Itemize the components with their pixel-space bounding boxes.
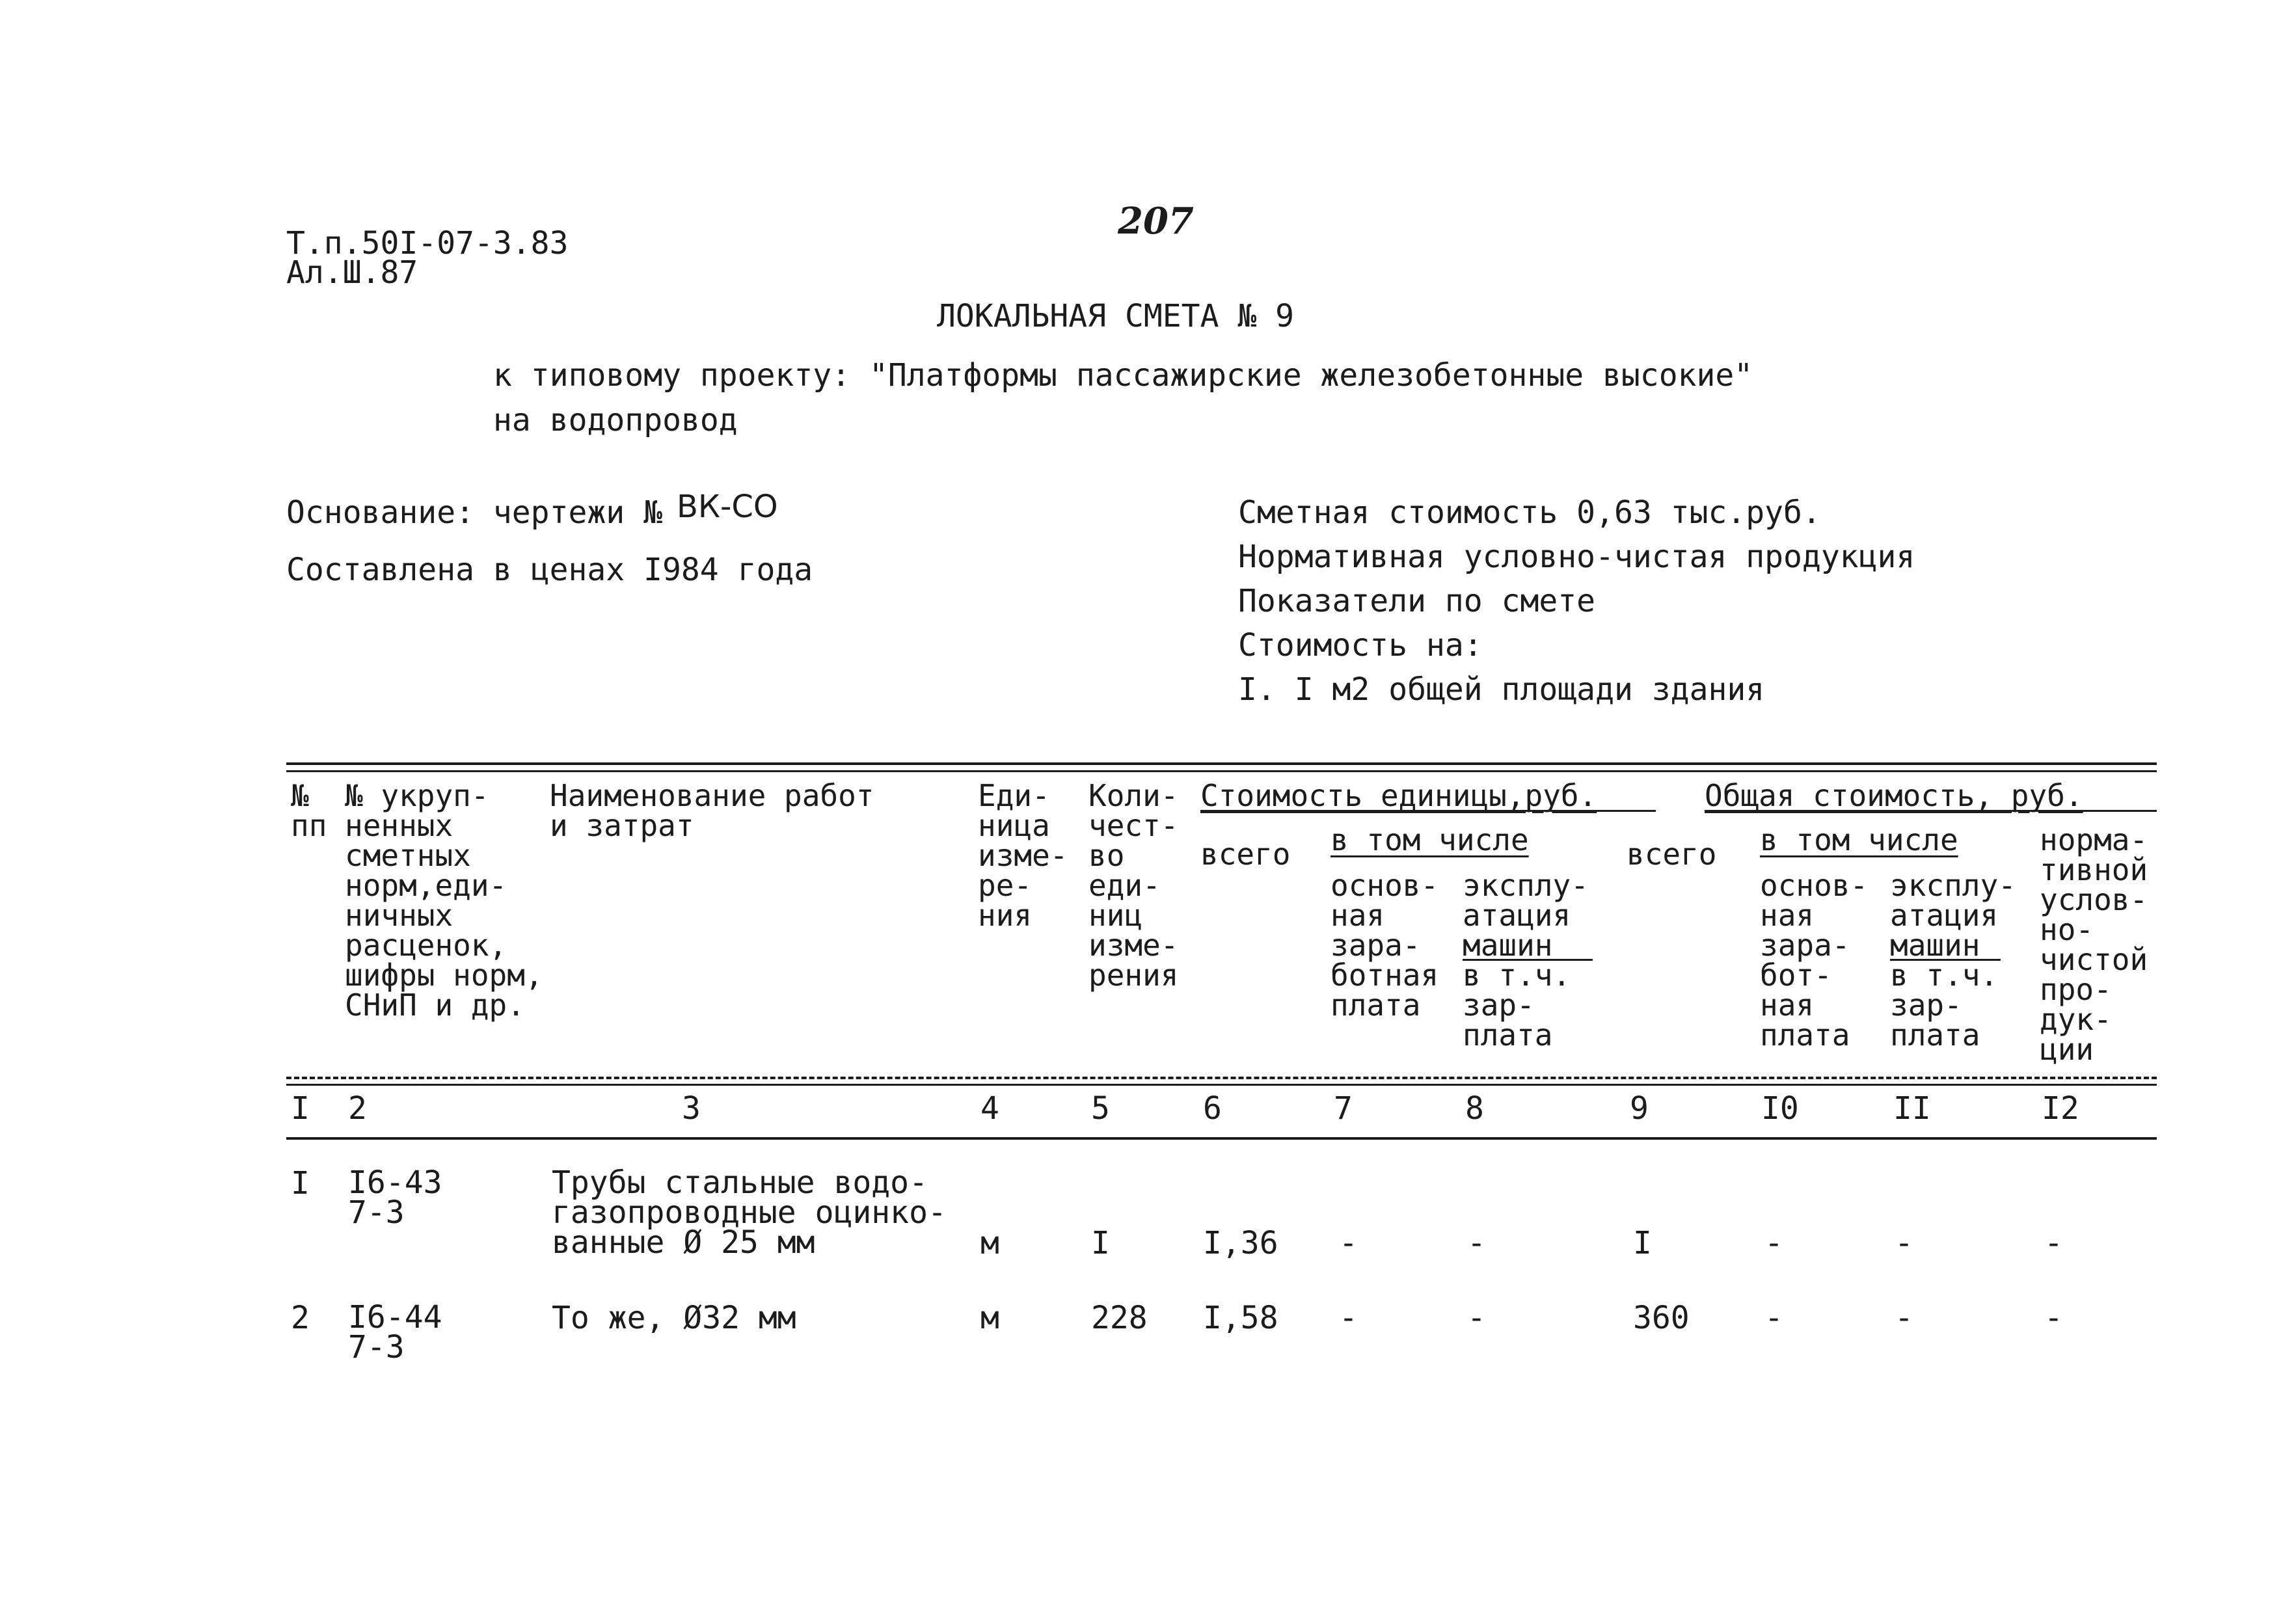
row-num: 2 — [291, 1300, 310, 1336]
cost-for-label: Стоимость на: — [1238, 627, 1483, 664]
row-code: I6-43 7-3 — [348, 1164, 442, 1231]
row-unit-total: I,58 — [1203, 1300, 1278, 1336]
header-col-num: № пп — [291, 778, 327, 843]
row-unit-salary: - — [1339, 1225, 1358, 1261]
project-line-2: на водопровод — [493, 402, 738, 438]
row-unit-machines: - — [1467, 1225, 1486, 1261]
row-total: 360 — [1633, 1300, 1690, 1336]
indicators-label: Показатели по смете — [1238, 583, 1596, 619]
row-normative: - — [2044, 1225, 2063, 1261]
header-normative: норма- тивной услов- но- чистой про- дук- ции — [2040, 822, 2148, 1067]
row-unit: м — [980, 1225, 999, 1261]
row-unit-total: I,36 — [1203, 1225, 1278, 1261]
column-number: 2 — [348, 1090, 367, 1127]
table-top-rule — [286, 762, 2157, 765]
header-unit-machines: эксплу- атация машин — [1463, 868, 1589, 963]
column-numbers-rule — [286, 1137, 2157, 1140]
row-total-salary: - — [1764, 1225, 1783, 1261]
row-num: I — [291, 1165, 310, 1202]
column-number: 4 — [980, 1090, 999, 1127]
basis-value: ВК-СО — [677, 489, 778, 525]
header-unit-machines-salary: в т.ч. зар- плата — [1463, 958, 1571, 1053]
row-qty: I — [1091, 1225, 1110, 1261]
row-unit-salary: - — [1339, 1300, 1358, 1336]
row-name: То же, Ø32 мм — [552, 1300, 796, 1336]
row-total: I — [1633, 1225, 1652, 1261]
header-total-cost-group: Общая стоимость, руб. — [1705, 778, 2083, 813]
column-number: 6 — [1203, 1090, 1222, 1127]
header-total-salary: основ- ная зара- бот- ная плата — [1760, 868, 1869, 1053]
row-name: Трубы стальные водо- газопроводные оцинко- ванные Ø 25 мм — [552, 1164, 947, 1261]
table-top-rule-2 — [286, 770, 2157, 772]
total-machines-underline — [1890, 959, 2001, 961]
column-number: 5 — [1091, 1090, 1110, 1127]
header-unit-salary: основ- ная зара- ботная плата — [1330, 868, 1439, 1023]
header-bottom-rule-2 — [286, 1084, 2157, 1086]
header-col-name: Наименование работ и затрат — [550, 778, 874, 843]
header-unit-including: в том числе — [1330, 822, 1529, 857]
unit-machines-underline — [1463, 959, 1593, 961]
header-col-qty: Коли- чест- во еди- ниц изме- рения — [1088, 778, 1179, 993]
header-total-machines-salary: в т.ч. зар- плата — [1890, 958, 1999, 1053]
column-number: 9 — [1630, 1090, 1649, 1127]
column-number: I — [291, 1090, 310, 1127]
column-number: 3 — [682, 1090, 701, 1127]
column-number: I0 — [1761, 1090, 1799, 1127]
estimated-cost: Сметная стоимость 0,63 тыс.руб. — [1238, 494, 1821, 531]
album-code: Ал.Ш.87 — [286, 254, 418, 291]
document-code: Т.п.50I-07-3.83 — [286, 225, 569, 262]
column-number: II — [1893, 1090, 1931, 1127]
row-normative: - — [2044, 1300, 2063, 1336]
page-number: 207 — [1118, 200, 1194, 243]
normative-production: Нормативная условно-чистая продукция — [1238, 539, 1915, 575]
per-m2-line: I. I м2 общей площади здания — [1238, 671, 1765, 708]
column-number: 7 — [1334, 1090, 1353, 1127]
row-unit-machines: - — [1467, 1300, 1486, 1336]
header-total-including: в том числе — [1760, 822, 1958, 857]
header-total-machines: эксплу- атация машин — [1890, 868, 2016, 963]
header-col-unit: Еди- ница изме- ре- ния — [978, 778, 1068, 933]
header-total: всего — [1627, 837, 1717, 872]
header-col-code: № укруп- ненных сметных норм,еди- ничных расценок, шифры норм, СНиП и др. — [345, 778, 543, 1023]
basis-label: Основание: чертежи № — [286, 494, 662, 531]
row-unit: м — [980, 1300, 999, 1336]
header-unit-total: всего — [1200, 837, 1291, 872]
document-title: ЛОКАЛЬНАЯ СМЕТА № 9 — [937, 298, 1295, 334]
row-code: I6-44 7-3 — [348, 1299, 442, 1365]
project-line-1: к типовому проекту: "Платформы пассажирские железобетонные высокие" — [493, 357, 1753, 394]
header-bottom-rule — [286, 1077, 2157, 1079]
row-total-salary: - — [1764, 1300, 1783, 1336]
column-number: I2 — [2042, 1090, 2079, 1127]
column-number: 8 — [1465, 1090, 1484, 1127]
row-total-machines: - — [1895, 1225, 1913, 1261]
row-total-machines: - — [1895, 1300, 1913, 1336]
prices-note: Составлена в ценах I984 года — [286, 552, 813, 588]
header-unit-cost-group: Стоимость единицы,руб. — [1200, 778, 1597, 813]
row-qty: 228 — [1091, 1300, 1148, 1336]
